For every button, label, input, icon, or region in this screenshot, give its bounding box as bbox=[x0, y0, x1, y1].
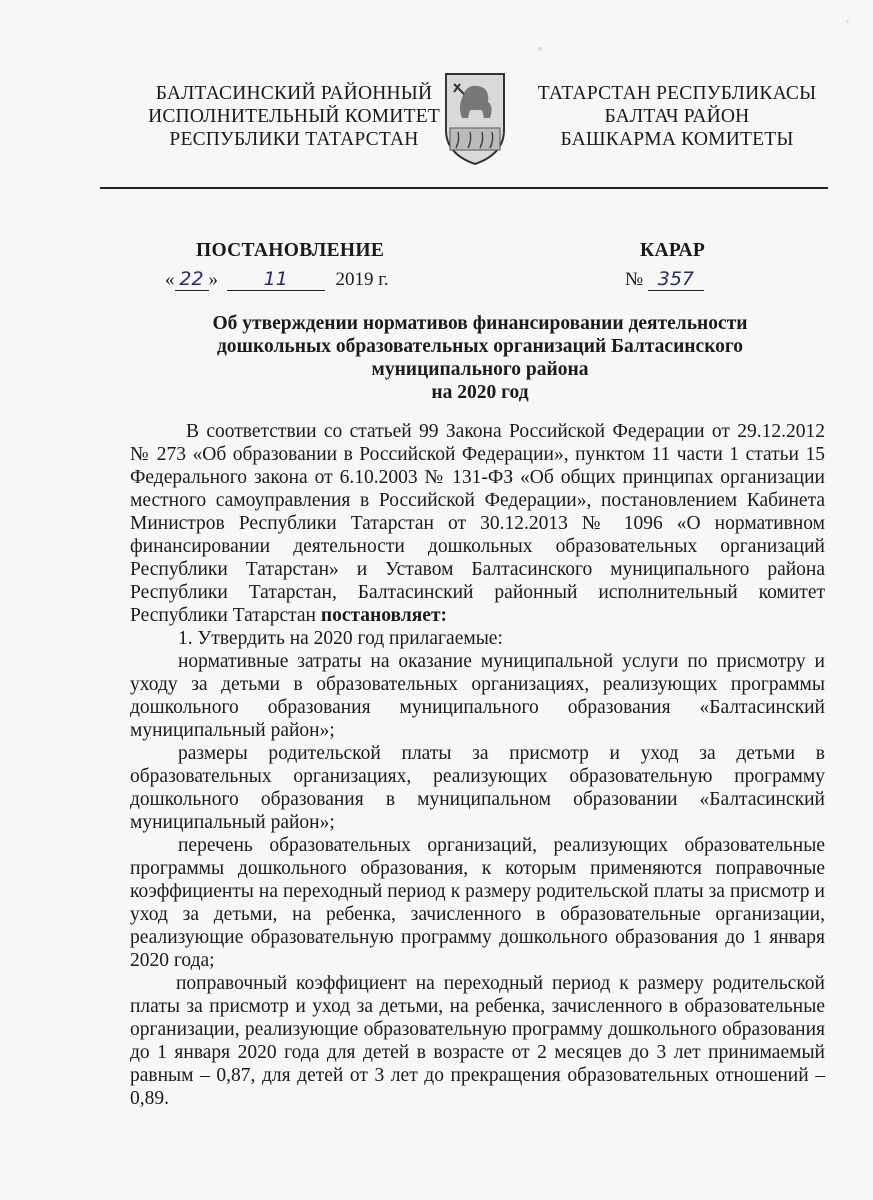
header-right-line: БАШКАРМА КОМИТЕТЫ bbox=[560, 129, 794, 150]
header-left-line: БАЛТАСИНСКИЙ РАЙОННЫЙ bbox=[155, 83, 433, 104]
number-prefix: № bbox=[625, 269, 644, 290]
header-left-line: ИСПОЛНИТЕЛЬНЫЙ КОМИТЕТ bbox=[148, 106, 440, 127]
document-date bbox=[165, 268, 389, 291]
document-type-tatar: КАРАР bbox=[640, 240, 706, 261]
title-line: муниципального района bbox=[371, 359, 589, 380]
date-day: 22 bbox=[175, 268, 209, 291]
title-line: дошкольных образовательных организаций Балтасинского bbox=[216, 336, 744, 357]
title-line: Об утверждении нормативов финансировании деятельности bbox=[212, 313, 748, 334]
document-number bbox=[625, 268, 704, 291]
item-norm-costs: нормативные затраты на оказание муниципальной услуги по присмотру и уходу за детьми в образовательных организациях, реализующих программы дошкольного образования муниципального образования «Балтасинский муниципальный район»; bbox=[130, 651, 825, 741]
document-title bbox=[195, 312, 765, 404]
header-left-line: РЕСПУБЛИКИ ТАТАРСТАН bbox=[169, 129, 419, 150]
item-1: 1. Утвердить на 2020 год прилагаемые: bbox=[178, 628, 503, 649]
document-type-russian: ПОСТАНОВЛЕНИЕ bbox=[196, 240, 385, 261]
intro-paragraph bbox=[130, 420, 825, 627]
date-year: 2019 г. bbox=[335, 269, 389, 290]
item-parent-fee: размеры родительской платы за присмотр и уход за детьми в образовательных организациях, реализующих образовательную программу дошкольного образования в муниципальном образовании «Балтасинский муниципальный район»; bbox=[130, 743, 825, 833]
date-quote-open: « bbox=[165, 269, 175, 290]
date-month: 11 bbox=[227, 268, 325, 291]
scan-speck bbox=[538, 47, 542, 51]
scan-speck bbox=[846, 20, 849, 23]
intro-bold: постановляет: bbox=[320, 605, 448, 626]
item-correction-coef: поправочный коэффициент на переходный период к размеру родительской платы за присмотр и уход за детьми, на ребенка, зачисленного в образовательные организации, реализующие образовательную программу дошкольного образования до 1 января 2020 года для детей в возрасте от 2 месяцев до 3 лет принимаемый равным – 0,87, для детей от 3 лет до прекращения образовательных отношений – 0,89. bbox=[130, 973, 825, 1109]
header-right-line: БАЛТАЧ РАЙОН bbox=[604, 106, 750, 127]
coat-of-arms-icon bbox=[440, 70, 510, 168]
date-quote-close: » bbox=[208, 269, 218, 290]
document-body bbox=[130, 420, 825, 1110]
header-right-tatar bbox=[518, 82, 836, 151]
header-left-russian bbox=[133, 82, 455, 151]
header-divider bbox=[100, 187, 828, 189]
intro-text: В соответствии со статьей 99 Закона Российской Федерации от 29.12.2012 № 273 «Об образовании в Российской Федерации», пунктом 11 части 1 статьи 15 Федерального закона от 6.10.2003 № 131-ФЗ «Об общих принципах организации местного самоуправления в Российской Федерации», постановлением Кабинета Министров Республики Татарстан от 30.12.2013 № 1096 «О нормативном финансировании деятельности дошкольных образовательных организаций Республики Татарстан» и Уставом Балтасинского муниципального района Республики Татарстан, Балтасинский районный исполнительный комитет Республики Татарстан bbox=[130, 421, 825, 626]
item-org-list: перечень образовательных организаций, реализующих образовательные программы дошкольного образования, к которым применяются поправочные коэффициенты на переходный период к размеру родительской платы за присмотр и уход за детьми, на ребенка, зачисленного в образовательные организации, реализующие образовательную программу дошкольного образования до 1 января 2020 года; bbox=[130, 835, 825, 971]
header-right-line: ТАТАРСТАН РЕСПУБЛИКАСЫ bbox=[537, 83, 817, 104]
title-line: на 2020 год bbox=[431, 382, 529, 403]
number-value: 357 bbox=[648, 268, 704, 291]
